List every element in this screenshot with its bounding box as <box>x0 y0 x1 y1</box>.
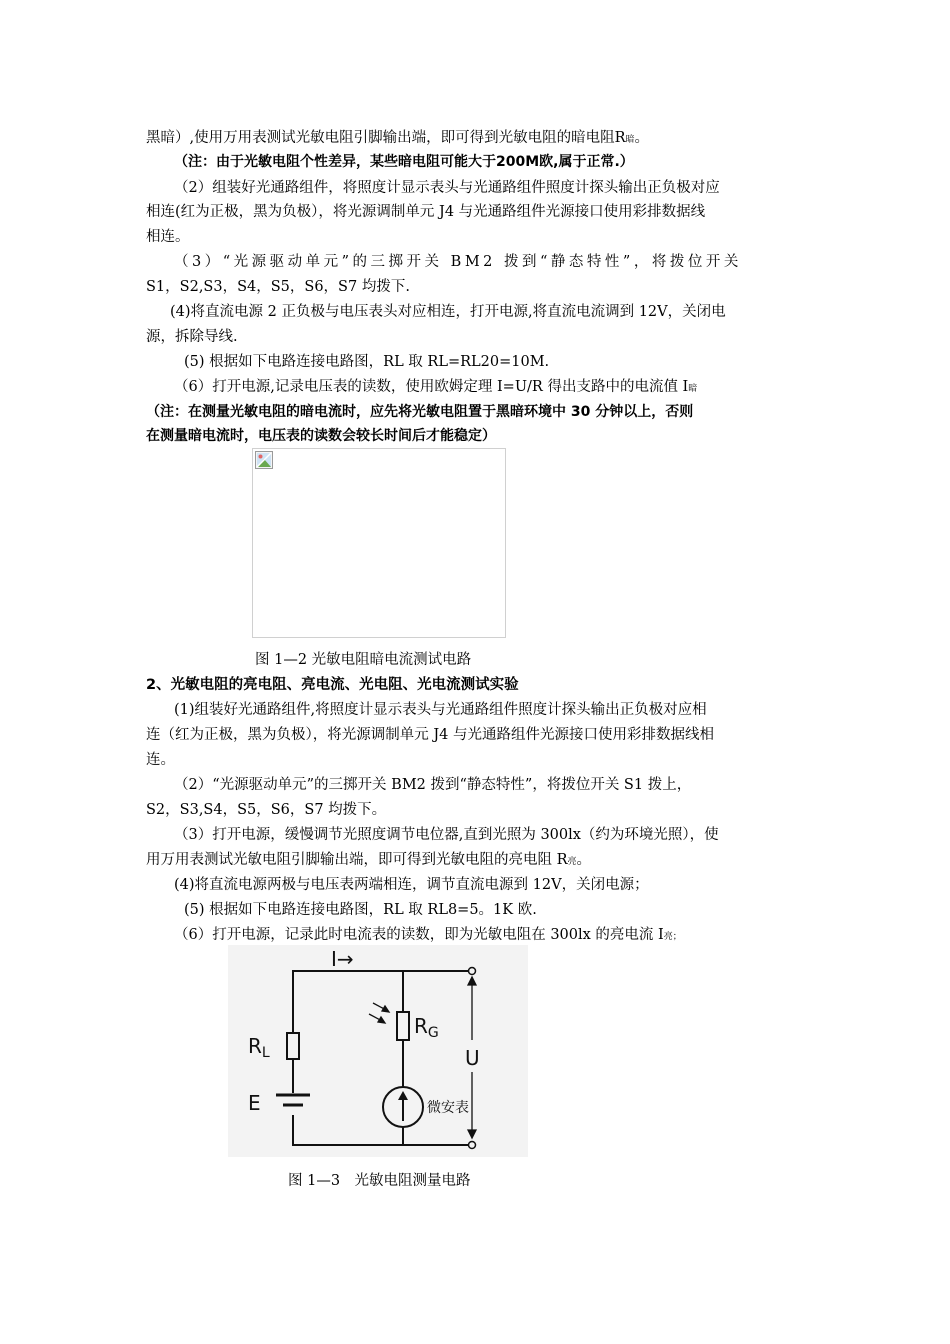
text-line: 黑暗）,使用万用表测试光敏电阻引脚输出端，即可得到光敏电阻的暗电阻R暗。 <box>146 130 650 146</box>
missing-figure-placeholder <box>252 448 506 638</box>
terminal-bottom <box>469 1142 476 1149</box>
e-label: E <box>248 1091 261 1115</box>
text-line: （6）打开电源，记录此时电流表的读数，即为光敏电阻在 300lx 的亮电流 I亮； <box>174 927 682 943</box>
note-text: 在测量暗电流时，电压表的读数会较长时间后才能稳定） <box>146 428 496 444</box>
text-line: (4)将直流电源两极与电压表两端相连，调节直流电源到 12V，关闭电源； <box>174 877 649 893</box>
text-line: 连。 <box>146 752 175 768</box>
text-line: 连（红为正极，黑为负极），将光源调制单元 J4 与光通路组件光源接口使用彩排数据线相 <box>146 727 715 743</box>
text-line: 相连。 <box>146 229 190 245</box>
note-text: （注：由于光敏电阻个性差异，某些暗电阻可能大于200M欧,属于正常.） <box>174 154 634 170</box>
terminal-top <box>469 968 476 975</box>
rg-label: $R_G$ <box>414 1014 439 1041</box>
text-line: (4)将直流电源 2 正负极与电压表头对应相连，打开电源,将直流电流调到 12V，关闭电 <box>170 304 726 320</box>
figure-caption: 图 1—2 光敏电阻暗电流测试电路 <box>255 652 472 668</box>
text-line: （3）“光源驱动单元”的三掷开关 BM2 拨到“静态特性”，将拨位开关 <box>174 254 742 270</box>
microammeter <box>383 1087 423 1127</box>
meter-label: 微安表 <box>427 1100 469 1116</box>
text-line: S2，S3,S4，S5，S6，S7 均拨下。 <box>146 802 387 818</box>
broken-image-icon <box>255 451 273 469</box>
figure-caption: 图 1—3 光敏电阻测量电路 <box>288 1173 471 1189</box>
text-line: 源，拆除导线. <box>146 329 238 345</box>
text-line: （6）打开电源,记录电压表的读数，使用欧姆定理 I=U/R 得出支路中的电流值 I暗 <box>174 379 698 395</box>
text-line: (1)组装好光通路组件,将照度计显示表头与光通路组件照度计探头输出正负极对应相 <box>174 702 707 718</box>
text-line: (5) 根据如下电路连接电路图，RL 取 RL8=5。1K 欧. <box>184 902 537 918</box>
note-text: （注：在测量光敏电阻的暗电流时，应先将光敏电阻置于黑暗环境中 30 分钟以上，否则 <box>146 404 694 420</box>
u-label: U <box>465 1046 480 1070</box>
text-line: 用万用表测试光敏电阻引脚输出端，即可得到光敏电阻的亮电阻 R亮。 <box>146 852 592 868</box>
text-line: (5) 根据如下电路连接电路图，RL 取 RL=RL20=10M. <box>184 354 550 370</box>
current-label: I→ <box>331 947 354 971</box>
text-line: 相连(红为正极，黑为负极），将光源调制单元 J4 与光通路组件光源接口使用彩排数据线 <box>146 204 706 220</box>
text-line: （2）“光源驱动单元”的三掷开关 BM2 拨到“静态特性”，将拨位开关 S1 拨上， <box>174 777 692 793</box>
circuit-diagram <box>228 945 528 1157</box>
text-line: （3）打开电源，缓慢调节光照度调节电位器,直到光照为 300lx（约为环境光照），使 <box>174 827 719 843</box>
rl-label: $R_L$ <box>248 1034 270 1061</box>
section-heading: 2、光敏电阻的亮电阻、亮电流、光电阻、光电流测试实验 <box>146 677 519 693</box>
text-line: （2）组装好光通路组件，将照度计显示表头与光通路组件照度计探头输出正负极对应 <box>174 180 720 196</box>
text-line: S1，S2,S3，S4，S5，S6，S7 均拨下. <box>146 279 410 295</box>
